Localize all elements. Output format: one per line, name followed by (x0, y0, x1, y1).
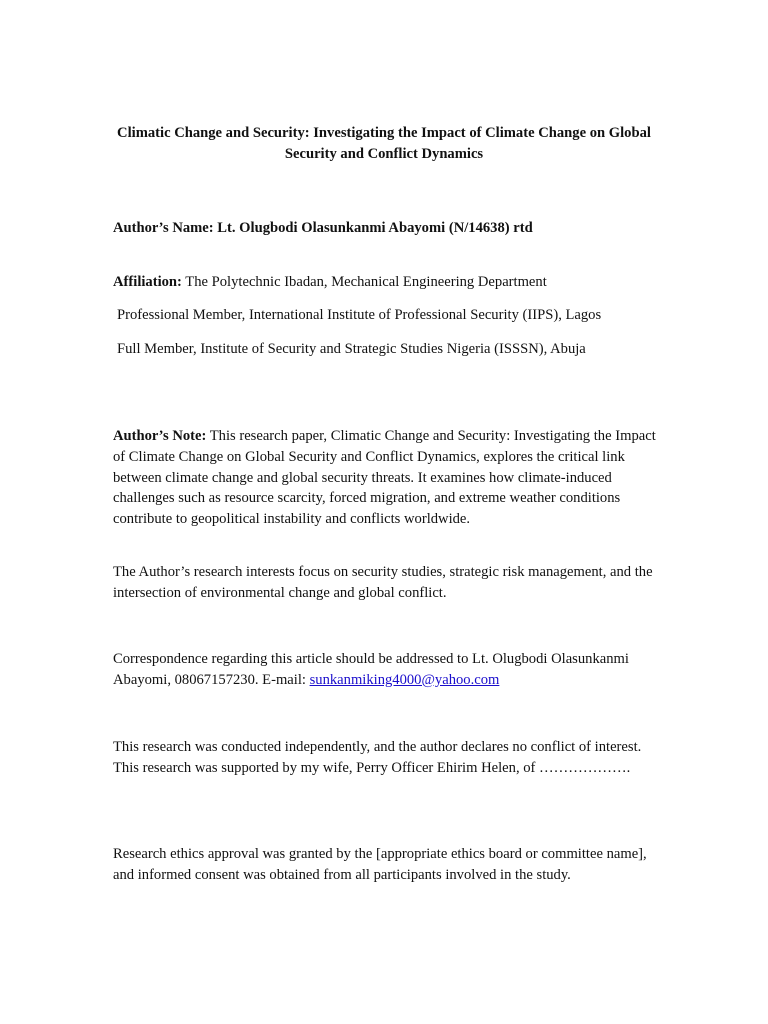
correspondence (113, 649, 658, 691)
affiliation-text: The Polytechnic Ibadan, Mechanical Engineering Department (181, 274, 547, 290)
author-name: Author’s Name: Lt. Olugbodi Olasunkanmi Abayomi (N/14638) rtd (113, 220, 533, 236)
paper-title: Climatic Change and Security: Investigating the Impact of Climate Change on Global Security and Conflict Dynamics (117, 125, 651, 162)
membership-isssn: Full Member, Institute of Security and Strategic Studies Nigeria (ISSSN), Abuja (117, 341, 586, 357)
funding-statement: This research was conducted independently, and the author declares no conflict of interest. This research was supported by my wife, Perry Officer Ehirim Helen, of ………………. (113, 739, 642, 776)
authors-note (113, 426, 658, 530)
email-link[interactable]: sunkanmiking4000@yahoo.com (309, 671, 500, 688)
research-interests: The Author’s research interests focus on security studies, strategic risk management, and the intersection of environmental change and global conflict. (113, 564, 653, 601)
correspondence-text: Correspondence regarding this article should be addressed to Lt. Olugbodi Olasunkanmi Abayomi, 08067157230. E-mail: (113, 651, 629, 688)
affiliation (113, 272, 658, 293)
authors-note-label: Author’s Note: (113, 428, 207, 444)
membership-iips: Professional Member, International Institute of Professional Security (IIPS), Lagos (117, 307, 602, 323)
authors-note-text: This research paper, Climatic Change and Security: Investigating the Impact of Climate Change on Global Security and Conflict Dynamics, explores the critical link between climate change and global security threats. It examines how climate-induced challenges such as resource scarcity, forced migration, and extreme weather conditions contribute to geopolitical instability and conflicts worldwide. (113, 428, 656, 528)
affiliation-label: Affiliation: (113, 274, 182, 290)
ethics-statement: Research ethics approval was granted by the [appropriate ethics board or committee name], and informed consent was obtained from all participants involved in the study. (113, 846, 647, 883)
